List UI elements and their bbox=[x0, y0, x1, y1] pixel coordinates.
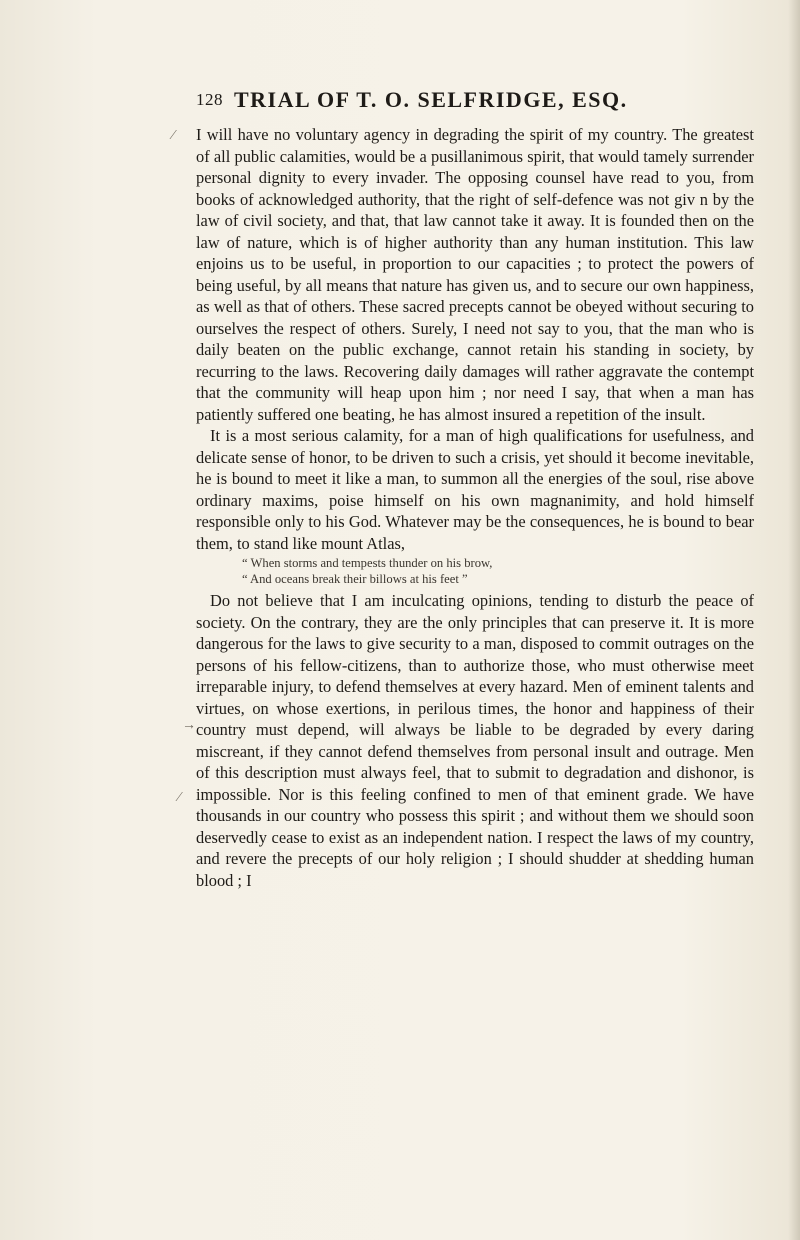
verse-quotation bbox=[242, 555, 754, 587]
running-head: TRIAL OF T. O. SELFRIDGE, ESQ. bbox=[234, 87, 628, 112]
margin-mark-top: ⁄ bbox=[172, 128, 175, 143]
page-header bbox=[196, 87, 756, 120]
margin-mark-verse: → bbox=[182, 718, 196, 733]
verse-line-1: “ When storms and tempests thunder on his brow, bbox=[242, 556, 493, 570]
page-number: 128 bbox=[196, 90, 223, 109]
paragraph-1: I will have no voluntary agency in degrading the spirit of my country. The greatest of all public calamities, would be a pusillanimous spirit, that would tamely surrender personal dignity to every invader. The opposing counsel have read to you, from books of acknowledged authority, that the right of self-defence was not giv n by the law of civil society, and that, that law cannot take it away. It is founded then on the law of nature, which is of higher authority than any human institution. This law enjoins us to be useful, in proportion to our capacities ; to protect the powers of being useful, by all means that nature has given us, and to secure our own happiness, as well as that of others. These sacred precepts cannot be obeyed without securing to ourselves the respect of others. Surely, I need not say to you, that the man who is daily beaten on the public exchange, cannot retain his standing in society, by recurring to the laws. Recovering daily damages will rather aggravate the contempt that the community will heap upon him ; nor need I say, that when a man has patiently suffered one beating, he has almost insured a repetition of the insult. bbox=[196, 125, 754, 424]
paragraph-2: It is a most serious calamity, for a man of high qualifications for usefulness, and delicate sense of honor, to be driven to such a crisis, yet should it become inevitable, he is bound to meet it like a man, to summon all the energies of the soul, rise above ordinary maxims, poise himself on his own magnanimity, and hold himself responsible only to his God. Whatever may be the consequences, he is bound to bear them, to stand like mount Atlas, bbox=[196, 426, 754, 553]
body-text bbox=[196, 124, 754, 891]
paragraph-3: Do not believe that I am inculcating opinions, tending to disturb the peace of society. On the contrary, they are the only principles that can preserve it. It is more dangerous for the laws to give security to a man, disposed to commit outrages on the persons of his fellow-citizens, than to authorize those, who must otherwise meet irreparable injury, to defend themselves at every hazard. Men of eminent talents and virtues, on whose exertions, in perilous times, the honor and happiness of their country must depend, will always be liable to be degraded by every daring miscreant, if they cannot defend themselves from personal insult and outrage. Men of this description must always feel, that to submit to degradation and dishonor, is impossible. Nor is this feeling confined to men of that eminent grade. We have thousands in our country who possess this spirit ; and without them we should soon deservedly cease to exist as an independent nation. I respect the laws of my country, and revere the precepts of our holy religion ; I should shudder at shedding human blood ; I bbox=[196, 591, 754, 890]
verse-line-2: “ And oceans break their billows at his feet ” bbox=[242, 572, 468, 586]
margin-mark-lower: ⁄ bbox=[178, 790, 181, 805]
page-edge-shadow bbox=[788, 0, 800, 1240]
